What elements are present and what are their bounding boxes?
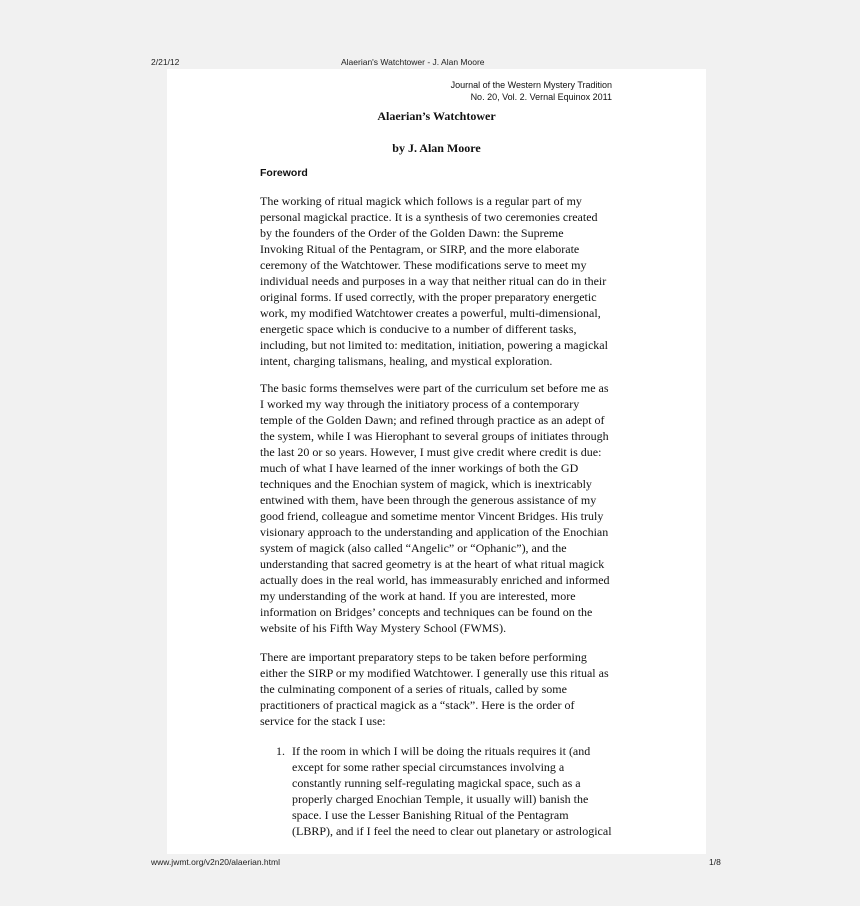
list-item-line: except for some rather special circumstances involving a bbox=[292, 760, 565, 774]
paragraph-2 bbox=[260, 380, 630, 636]
paragraph-line: There are important preparatory steps to be taken before performing bbox=[260, 650, 587, 664]
paragraph-line: the culminating component of a series of rituals, called by some bbox=[260, 682, 567, 696]
print-document-title: Alaerian's Watchtower - J. Alan Moore bbox=[341, 57, 485, 67]
paragraph-line: work, my modified Watchtower creates a powerful, multi-dimensional, bbox=[260, 306, 601, 320]
page-number: 1/8 bbox=[709, 857, 721, 867]
paragraph-line: energetic space which is conducive to a number of different tasks, bbox=[260, 322, 577, 336]
list-item bbox=[292, 743, 622, 839]
paragraph-line: entwined with them, have been through the generous assistance of my bbox=[260, 493, 597, 507]
paragraph-line: personal magickal practice. It is a synthesis of two ceremonies created bbox=[260, 210, 598, 224]
paragraph-line: Invoking Ritual of the Pentagram, or SIRP, and the more elaborate bbox=[260, 242, 580, 256]
paragraph-1 bbox=[260, 193, 630, 369]
list-item-number: 1. bbox=[276, 744, 285, 758]
paragraph-line: temple of the Golden Dawn; and refined through practice as an adept of bbox=[260, 413, 605, 427]
journal-name: Journal of the Western Mystery Tradition bbox=[450, 80, 612, 90]
paragraph-line: The basic forms themselves were part of the curriculum set before me as bbox=[260, 381, 609, 395]
print-date: 2/21/12 bbox=[151, 57, 180, 67]
list-item-line: space. I use the Lesser Banishing Ritual of the Pentagram bbox=[292, 808, 569, 822]
paragraph-line: my understanding of the work at hand. If you are interested, more bbox=[260, 589, 576, 603]
paragraph-line: website of his Fifth Way Mystery School (FWMS). bbox=[260, 621, 507, 635]
print-url: www.jwmt.org/v2n20/alaerian.html bbox=[151, 857, 280, 867]
paragraph-line: service for the stack I use: bbox=[260, 714, 386, 728]
paragraph-line: the last 20 or so years. However, I must give credit where credit is due: bbox=[260, 445, 602, 459]
paragraph-line: ceremony of the Watchtower. These modifications serve to meet my bbox=[260, 258, 587, 272]
paragraph-line: visionary approach to the understanding and application of the Enochian bbox=[260, 525, 609, 539]
paragraph-line: the system, while I was Hierophant to several groups of initiates through bbox=[260, 429, 609, 443]
list-item-line: constantly running self-regulating magickal space, such as a bbox=[292, 776, 581, 790]
paragraph-line: much of what I have learned of the inner workings of both the GD bbox=[260, 461, 579, 475]
paragraph-line: good friend, colleague and sometime mentor Vincent Bridges. His truly bbox=[260, 509, 604, 523]
paragraph-3 bbox=[260, 649, 630, 729]
journal-reference bbox=[451, 80, 612, 103]
paragraph-line: practitioners of practical magick as a “stack”. Here is the order of bbox=[260, 698, 575, 712]
paragraph-line: original forms. If used correctly, with the proper preparatory energetic bbox=[260, 290, 597, 304]
paragraph-line: understanding that sacred geometry is at the heart of what ritual magick bbox=[260, 557, 605, 571]
paragraph-line: actually does in the real world, has immeasurably enriched and informed bbox=[260, 573, 610, 587]
paragraph-line: information on Bridges’ concepts and techniques can be found on the bbox=[260, 605, 593, 619]
list-item-line: If the room in which I will be doing the rituals requires it (and bbox=[292, 744, 591, 758]
paragraph-line: individual needs and purposes in a way that neither ritual can do in their bbox=[260, 274, 607, 288]
journal-issue: No. 20, Vol. 2. Vernal Equinox 2011 bbox=[470, 91, 612, 102]
paragraph-line: including, but not limited to: meditation, initiation, powering a magickal bbox=[260, 338, 608, 352]
paragraph-line: by the founders of the Order of the Golden Dawn: the Supreme bbox=[260, 226, 564, 240]
list-item-line: properly charged Enochian Temple, it usually will) banish the bbox=[292, 792, 589, 806]
list-item-line: (LBRP), and if I feel the need to clear out planetary or astrological bbox=[292, 824, 612, 838]
section-heading: Foreword bbox=[260, 167, 308, 179]
article-byline: by J. Alan Moore bbox=[392, 141, 481, 155]
paragraph-line: either the SIRP or my modified Watchtower. I generally use this ritual as bbox=[260, 666, 609, 680]
paragraph-line: intent, charging talismans, healing, and mystical exploration. bbox=[260, 354, 553, 368]
paragraph-line: techniques and the Enochian system of magick, which is inextricably bbox=[260, 477, 592, 491]
article-title: Alaerian’s Watchtower bbox=[377, 109, 496, 123]
document-page bbox=[167, 69, 706, 854]
paragraph-line: system of magick (also called “Angelic” or “Ophanic”), and the bbox=[260, 541, 567, 555]
paragraph-line: I worked my way through the initiatory process of a contemporary bbox=[260, 397, 580, 411]
paragraph-line: The working of ritual magick which follows is a regular part of my bbox=[260, 194, 582, 208]
